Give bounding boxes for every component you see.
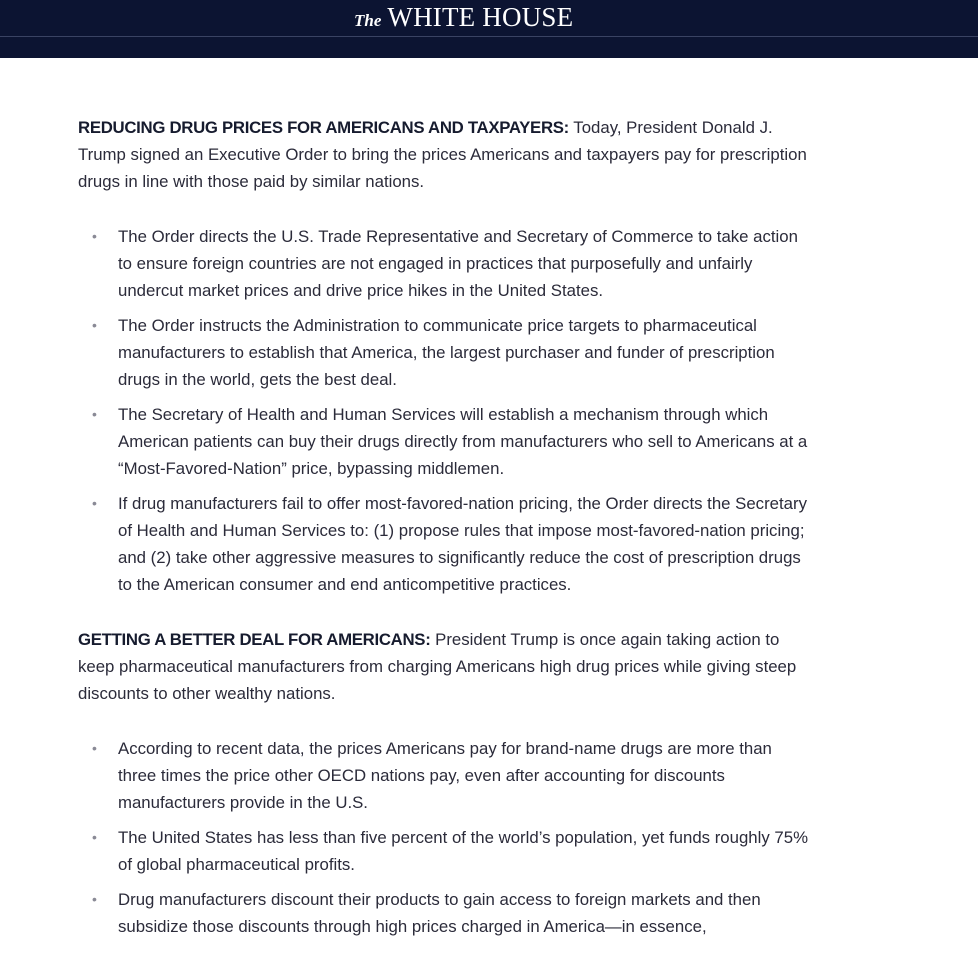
- list-item: [78, 490, 813, 598]
- bullet-list: [78, 735, 813, 940]
- list-item: [78, 401, 813, 482]
- article-body: [78, 114, 813, 968]
- bullet-dot-icon: •: [92, 495, 97, 511]
- header-divider: [0, 36, 978, 37]
- section-text: Today, President Donald J. Trump signed an Executive Order to bring the prices Americans and taxpayers pay for prescription drugs in line with those paid by similar nations.: [78, 118, 807, 191]
- logo-main: WHITE HOUSE: [387, 2, 574, 32]
- list-item: [78, 735, 813, 816]
- site-header: [0, 0, 978, 58]
- bullet-dot-icon: •: [92, 891, 97, 907]
- list-item-text: If drug manufacturers fail to offer most-favored-nation pricing, the Order directs the Secretary of Health and Human Services to: (1) propose rules that impose most-favored-nation pricing; and (2) take other aggressive measures to significantly reduce the cost of prescription drugs to the American consumer and end anticompetitive practices.: [118, 494, 807, 594]
- list-item-text: Drug manufacturers discount their products to gain access to foreign markets and then subsidize those discounts through high prices charged in America—in essence,: [118, 890, 761, 936]
- section-heading: GETTING A BETTER DEAL FOR AMERICANS:: [78, 630, 431, 649]
- section-intro: [78, 114, 813, 195]
- list-item: [78, 312, 813, 393]
- section-text: President Trump is once again taking action to keep pharmaceutical manufacturers from charging Americans high drug prices while giving steep discounts to other wealthy nations.: [78, 630, 797, 703]
- section-heading: REDUCING DRUG PRICES FOR AMERICANS AND TAXPAYERS:: [78, 118, 569, 137]
- list-item-text: The Secretary of Health and Human Services will establish a mechanism through which American patients can buy their drugs directly from manufacturers who sell to Americans at a “Most-Favored-Nation” price, bypassing middlemen.: [118, 405, 808, 478]
- list-item-text: The Order instructs the Administration to communicate price targets to pharmaceutical manufacturers to establish that America, the largest purchaser and funder of prescription drugs in the world, gets the best deal.: [118, 316, 775, 389]
- list-item: [78, 886, 813, 940]
- bullet-dot-icon: •: [92, 317, 97, 333]
- bullet-dot-icon: •: [92, 406, 97, 422]
- list-item: [78, 223, 813, 304]
- list-item-text: The Order directs the U.S. Trade Representative and Secretary of Commerce to take action to ensure foreign countries are not engaged in practices that purposefully and unfairly undercut market prices and drive price hikes in the United States.: [118, 227, 798, 300]
- bullet-dot-icon: •: [92, 829, 97, 845]
- white-house-logo[interactable]: [354, 2, 573, 32]
- logo-the: The: [354, 11, 382, 30]
- list-item-text: According to recent data, the prices Americans pay for brand-name drugs are more than three times the price other OECD nations pay, even after accounting for discounts manufacturers provide in the U.S.: [118, 739, 772, 812]
- bullet-list: [78, 223, 813, 598]
- bullet-dot-icon: •: [92, 228, 97, 244]
- section-intro: [78, 626, 813, 707]
- bullet-dot-icon: •: [92, 740, 97, 756]
- list-item-text: The United States has less than five percent of the world’s population, yet funds roughly 75% of global pharmaceutical profits.: [118, 828, 808, 874]
- list-item: [78, 824, 813, 878]
